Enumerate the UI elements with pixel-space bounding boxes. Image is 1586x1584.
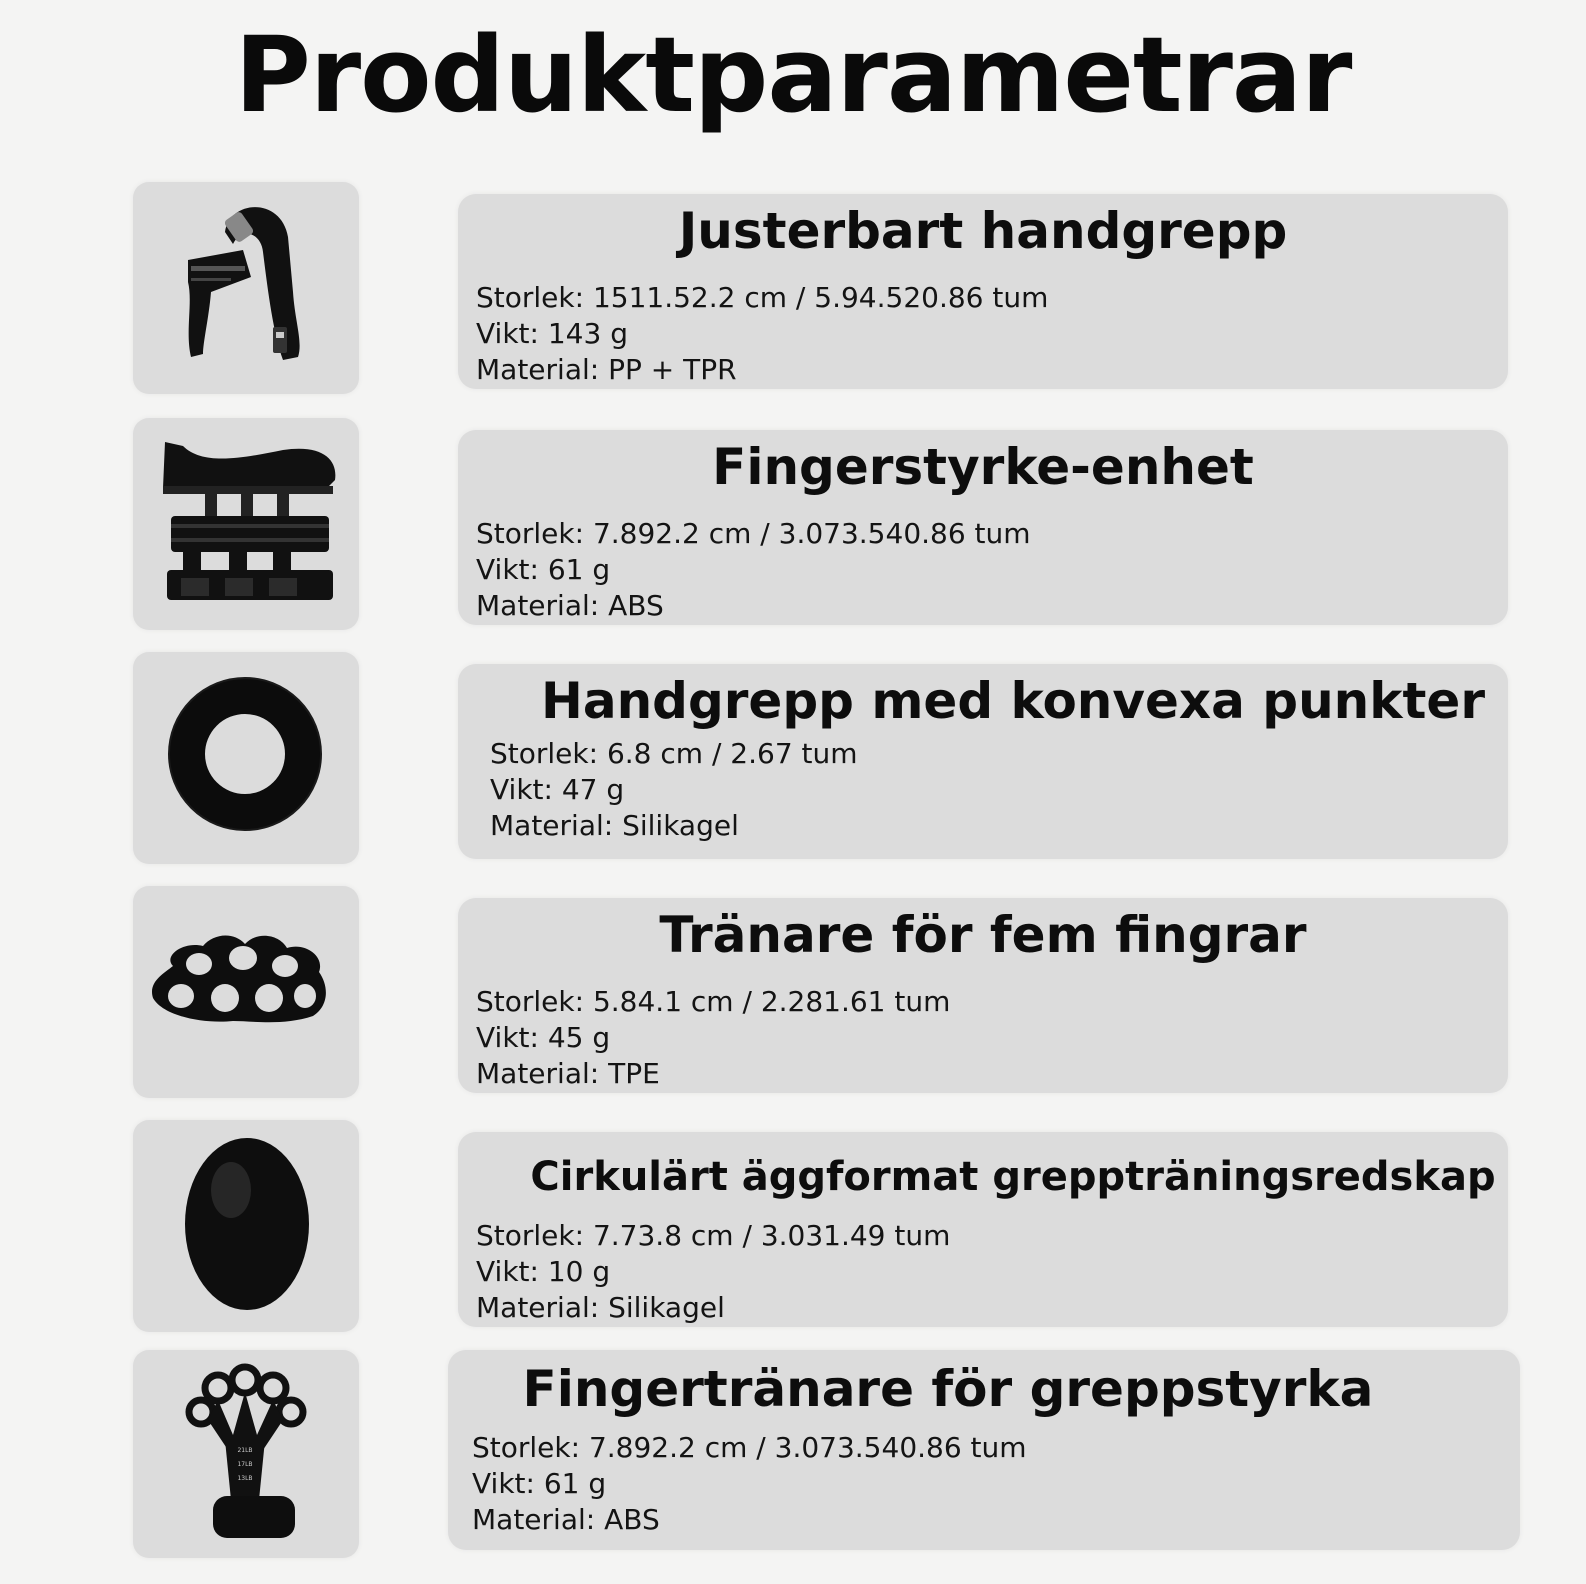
product-title: Fingerstyrke-enhet — [712, 438, 1254, 496]
product-image — [133, 886, 359, 1098]
product-image — [133, 652, 359, 864]
product-weight: Vikt: 61 g — [472, 1467, 607, 1500]
page-title: Produktparametrar — [234, 14, 1352, 136]
egg-grip-ball-icon — [133, 1120, 359, 1332]
product-row — [0, 1120, 1586, 1335]
product-row — [0, 886, 1586, 1101]
product-material: Material: ABS — [476, 589, 664, 622]
resistance-label: 21LB — [237, 1447, 253, 1454]
product-image — [133, 182, 359, 394]
product-size: Storlek: 7.892.2 cm / 3.073.540.86 tum — [472, 1431, 1027, 1464]
product-weight: Vikt: 45 g — [476, 1021, 611, 1054]
product-size: Storlek: 7.892.2 cm / 3.073.540.86 tum — [476, 517, 1031, 550]
product-title: Justerbart handgrepp — [678, 202, 1288, 260]
five-finger-trainer-icon — [133, 886, 359, 1098]
product-size: Storlek: 7.73.8 cm / 3.031.49 tum — [476, 1219, 951, 1252]
product-card — [448, 1350, 1520, 1550]
product-weight: Vikt: 143 g — [476, 317, 628, 350]
product-row — [0, 652, 1586, 867]
product-card — [458, 1132, 1508, 1327]
product-image — [133, 1350, 359, 1558]
product-title: Cirkulärt äggformat greppträningsredskap — [530, 1154, 1496, 1200]
product-material: Material: PP + TPR — [476, 353, 737, 386]
product-card — [458, 898, 1508, 1093]
grip-ring-icon — [133, 652, 359, 864]
product-card — [458, 194, 1508, 389]
product-weight: Vikt: 10 g — [476, 1255, 611, 1288]
product-material: Material: Silikagel — [490, 809, 739, 842]
product-material: Material: ABS — [472, 1503, 660, 1536]
product-image — [133, 418, 359, 630]
product-card — [458, 664, 1508, 859]
resistance-label: 13LB — [237, 1475, 253, 1482]
product-material: Material: TPE — [476, 1057, 660, 1090]
product-weight: Vikt: 61 g — [476, 553, 611, 586]
product-size: Storlek: 5.84.1 cm / 2.281.61 tum — [476, 985, 951, 1018]
product-row — [0, 182, 1586, 397]
product-material: Material: Silikagel — [476, 1291, 725, 1324]
finger-stretcher-icon — [133, 1350, 359, 1558]
product-image — [133, 1120, 359, 1332]
product-size: Storlek: 6.8 cm / 2.67 tum — [490, 737, 858, 770]
resistance-label: 17LB — [237, 1461, 253, 1468]
product-title: Fingertränare för greppstyrka — [522, 1360, 1374, 1418]
product-card — [458, 430, 1508, 625]
product-row — [0, 418, 1586, 633]
product-weight: Vikt: 47 g — [490, 773, 625, 806]
product-size: Storlek: 1511.52.2 cm / 5.94.520.86 tum — [476, 281, 1049, 314]
hand-grip-icon — [133, 182, 359, 394]
product-row — [0, 1350, 1586, 1565]
product-title: Handgrepp med konvexa punkter — [541, 672, 1485, 730]
product-title: Tränare för fem fingrar — [659, 906, 1307, 964]
finger-strength-device-icon — [133, 418, 359, 630]
